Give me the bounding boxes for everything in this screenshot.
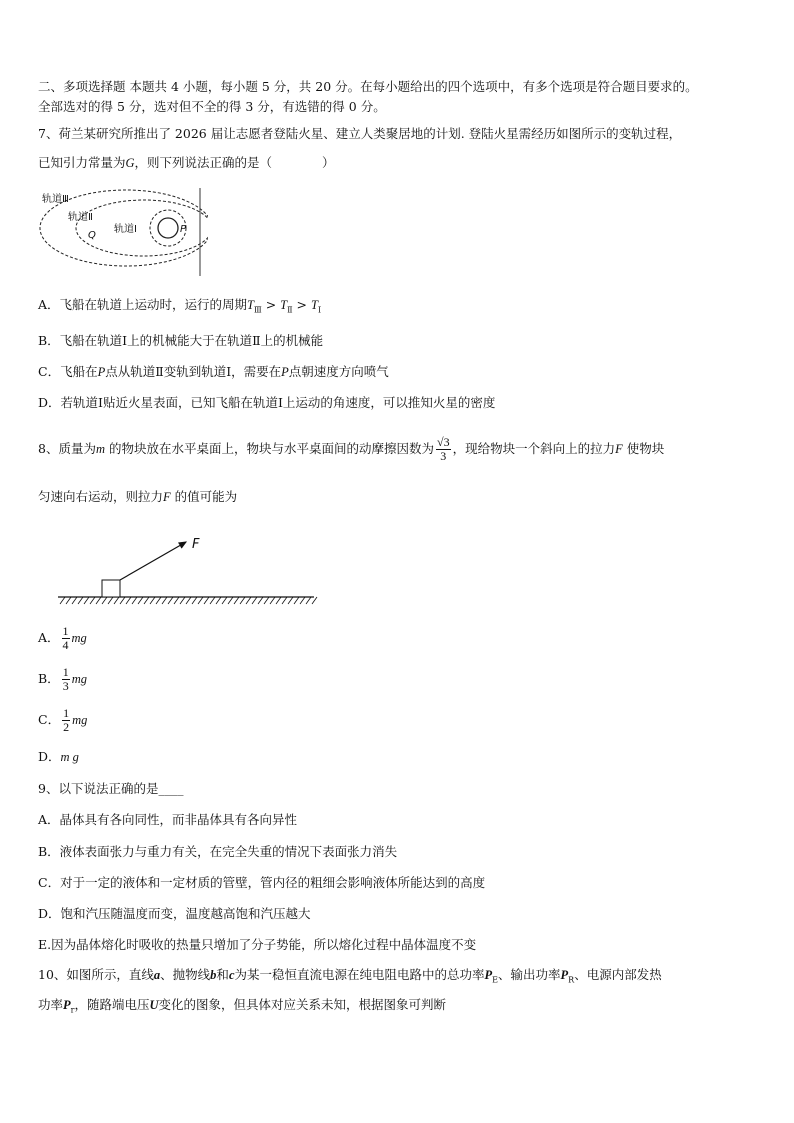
hatch-line [204, 597, 209, 604]
q8-option-a: A． $\frac{1}{4}$ mg [38, 624, 87, 652]
hatch-line [108, 597, 113, 604]
hatch-line [90, 597, 95, 604]
q8-stem-line1: 8、质量为m 的物块放在水平桌面上，物块与水平桌面间的动摩擦因数为 $\frac{√3}{3}$ ，现给物块一个斜向上的拉力F 使物块 [38, 435, 665, 463]
hatch-line [114, 597, 119, 604]
table-hatching [60, 597, 317, 604]
hatch-line [258, 597, 263, 604]
hatch-line [192, 597, 197, 604]
hatch-line [240, 597, 245, 604]
hatch-line [168, 597, 173, 604]
hatch-line [126, 597, 131, 604]
hatch-line [222, 597, 227, 604]
block [102, 580, 120, 597]
hatch-line [132, 597, 137, 604]
hatch-line [60, 597, 65, 604]
mu-fraction: $\frac{√3}{3}$ [436, 435, 450, 463]
q8-option-b: B． $\frac{1}{3}$ mg [38, 665, 87, 693]
hatch-line [216, 597, 221, 604]
label-P: P [180, 224, 187, 235]
hatch-line [156, 597, 161, 604]
hatch-line [288, 597, 293, 604]
hatch-line [294, 597, 299, 604]
hatch-line [210, 597, 215, 604]
hatch-line [78, 597, 83, 604]
force-arrow [120, 542, 186, 580]
hatch-line [144, 597, 149, 604]
hatch-line [300, 597, 305, 604]
q7-option-a: A．飞船在轨道上运动时，运行的周期$T_Ⅲ > T_Ⅱ > T_Ⅰ$ [38, 297, 322, 315]
hatch-line [276, 597, 281, 604]
hatch-line [198, 597, 203, 604]
hatch-line [270, 597, 275, 604]
section-header-line2: 全部选对的得 5 分，选对但不全的得 3 分，有选错的得 0 分。 [38, 99, 386, 114]
hatch-line [312, 597, 317, 604]
label-orbit-2: 轨道Ⅱ [68, 212, 93, 223]
orbit-diagram [38, 186, 208, 278]
force-label: F [192, 537, 200, 552]
hatch-line [96, 597, 101, 604]
q8-option-c: C． $\frac{1}{2}$ mg [38, 706, 88, 734]
q10-stem-line1: 10、如图所示，直线a、抛物线b和c为某一稳恒直流电源在纯电阻电路中的总功率$P_E$、输出功率$P_R$、电源内部发热 [38, 967, 662, 985]
q7-stem-line1: 7、荷兰某研究所推出了 2026 届让志愿者登陆火星、建立人类聚居地的计划. 登陆火星需经历如图所示的变轨过程， [38, 126, 682, 141]
q7-option-b: B．飞船在轨道Ⅰ上的机械能大于在轨道Ⅱ上的机械能 [38, 333, 324, 348]
q9-stem: 9、以下说法正确的是____ [38, 781, 184, 796]
hatch-line [66, 597, 71, 604]
q7-stem-line2: 已知引力常量为G，则下列说法正确的是（ ） [38, 155, 335, 170]
hatch-line [180, 597, 185, 604]
hatch-line [150, 597, 155, 604]
hatch-line [246, 597, 251, 604]
hatch-line [252, 597, 257, 604]
q9-option-b: B．液体表面张力与重力有关，在完全失重的情况下表面张力消失 [38, 844, 398, 859]
hatch-line [84, 597, 89, 604]
q9-option-e: E.因为晶体熔化时吸收的热量只增加了分子势能，所以熔化过程中晶体温度不变 [38, 937, 477, 952]
hatch-line [174, 597, 179, 604]
q8-option-d: D．m g [38, 749, 79, 764]
q9-option-d: D．饱和汽压随温度而变，温度越高饱和汽压越大 [38, 906, 311, 921]
hatch-line [102, 597, 107, 604]
hatch-line [162, 597, 167, 604]
hatch-line [186, 597, 191, 604]
block-force-diagram [58, 530, 320, 610]
q10-stem-line2: 功率$P_r$，随路端电压U变化的图象，但具体对应关系未知，根据图象可判断 [38, 997, 447, 1015]
hatch-line [234, 597, 239, 604]
hatch-line [138, 597, 143, 604]
orbit-2 [76, 200, 208, 256]
q7-option-c: C．飞船在P点从轨道Ⅱ变轨到轨道Ⅰ，需要在P点朝速度方向喷气 [38, 364, 389, 379]
hatch-line [264, 597, 269, 604]
label-orbit-1: 轨道Ⅰ [114, 224, 137, 235]
label-Q: Q [88, 230, 96, 241]
q9-option-c: C．对于一定的液体和一定材质的管壁，管内径的粗细会影响液体所能达到的高度 [38, 875, 486, 890]
hatch-line [306, 597, 311, 604]
q7-G: G [125, 156, 135, 170]
hatch-line [228, 597, 233, 604]
section-header-line1: 二、多项选择题 本题共 4 小题，每小题 5 分，共 20 分。在每小题给出的四个选项中，有多个选项是符合题目要求的。 [38, 79, 698, 94]
hatch-line [120, 597, 125, 604]
mars-planet [158, 218, 178, 238]
q8-stem-line2: 匀速向右运动，则拉力F 的值可能为 [38, 489, 238, 504]
q9-option-a: A．晶体具有各向同性，而非晶体具有各向异性 [38, 812, 298, 827]
hatch-line [72, 597, 77, 604]
q7-option-d: D．若轨道Ⅰ贴近火星表面，已知飞船在轨道Ⅰ上运动的角速度，可以推知火星的密度 [38, 395, 496, 410]
label-orbit-3: 轨道Ⅲ [42, 194, 69, 205]
hatch-line [282, 597, 287, 604]
